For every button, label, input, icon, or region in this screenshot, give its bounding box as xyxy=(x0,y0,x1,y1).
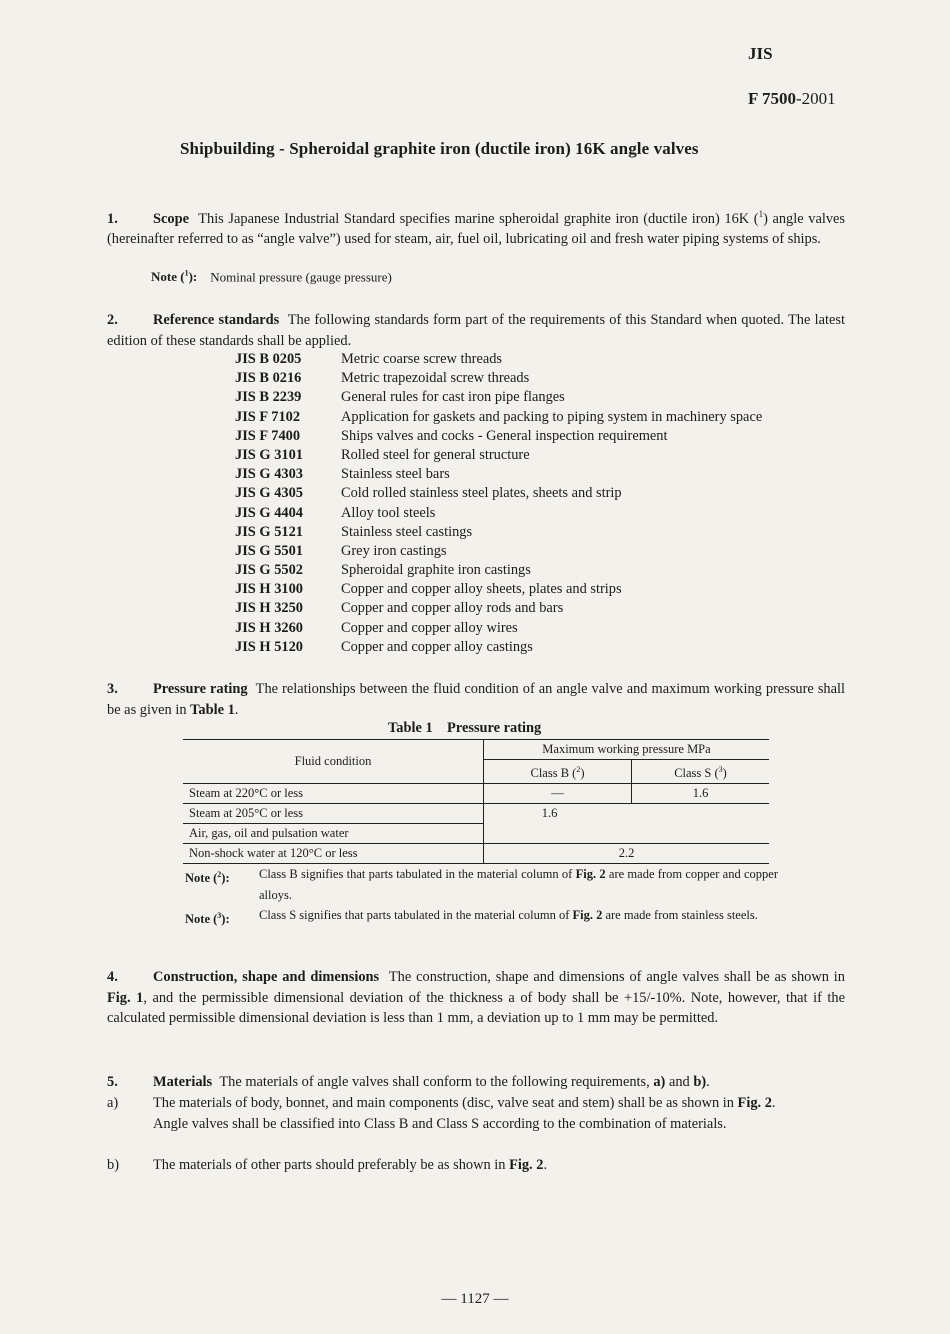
table-number: Table 1 xyxy=(388,720,433,736)
standard-code: JIS F 7400 xyxy=(235,427,301,444)
standard-code: JIS H 3260 xyxy=(235,619,303,636)
standard-code: JIS G 4303 xyxy=(235,466,303,483)
table-cell-class-b: — xyxy=(484,784,632,804)
standard-code: JIS F 7102 xyxy=(235,408,301,425)
standard-row xyxy=(235,542,762,561)
pressure-rating-table xyxy=(183,739,769,864)
standard-title: General rules for cast iron pipe flanges xyxy=(341,389,565,406)
standard-title: Application for gaskets and packing to piping system in machinery space xyxy=(341,408,763,425)
note-label: Note ($^1$): xyxy=(151,269,198,285)
standard-row xyxy=(235,580,762,599)
header-class-s: Class S ($^3$) xyxy=(632,760,770,784)
section-text: The following standards form part of the requirements of this Standard when quoted. The latest edition of these standards shall be applied. xyxy=(107,312,845,349)
section-heading: Pressure rating xyxy=(153,681,248,697)
standard-row xyxy=(235,408,762,427)
standard-title: Rolled steel for general structure xyxy=(341,446,530,463)
standard-title: Metric coarse screw threads xyxy=(341,351,503,367)
standard-title: Copper and copper alloy castings xyxy=(341,638,533,655)
section-text-cont: ) angle valves (hereinafter referred to as “angle valve”) used for steam, air, fuel oil, lubricating oil and fresh water piping systems of ships. xyxy=(107,210,846,248)
section-number: 5. xyxy=(107,1074,118,1090)
standard-title: Cold rolled stainless steel plates, sheets and strip xyxy=(341,485,622,502)
item-label: a) xyxy=(107,1095,119,1111)
standard-row xyxy=(235,350,762,369)
materials-item-b xyxy=(107,1155,845,1176)
table-note-2 xyxy=(185,864,778,906)
header-fluid-condition: Fluid condition xyxy=(183,740,484,784)
note-text: Class B signifies that parts tabulated in the material column of Fig. 2 are made from copper and copper alloys. xyxy=(259,867,778,902)
section-text: The construction, shape and dimensions of angle valves shall be as shown in xyxy=(388,969,845,985)
standard-row xyxy=(235,369,762,388)
standard-title: Stainless steel castings xyxy=(341,523,473,540)
section-heading: Scope xyxy=(153,210,189,227)
section-text: The materials of angle valves shall conform to the following requirements, xyxy=(219,1074,654,1090)
standard-row xyxy=(235,619,762,638)
footnote-ref: 1 xyxy=(758,209,764,219)
section-text: This Japanese Industrial Standard specifies marine spheroidal graphite iron (ductile iron) 16K ( xyxy=(198,210,759,227)
section-number: 1. xyxy=(107,210,118,227)
standard-row xyxy=(235,638,762,657)
section-number: 4. xyxy=(107,969,118,985)
standard-code: JIS G 4404 xyxy=(235,504,303,521)
table-ref: Table 1 xyxy=(190,701,235,718)
table-cell-class-s: 1.6 xyxy=(692,786,709,801)
note-label: Note ($^2$): xyxy=(185,870,230,886)
standards-list xyxy=(235,350,762,657)
standard-row xyxy=(235,523,762,542)
table-row-fluid: Air, gas, oil and pulsation water xyxy=(183,824,484,844)
standard-code: JIS H 5120 xyxy=(235,638,303,655)
section-pressure-rating: 3. Pressure rating The relationships between the fluid condition of an angle valve and maximum working pressure shall be as given in Table 1. xyxy=(107,681,846,718)
standard-row xyxy=(235,465,762,484)
table-title: Pressure rating xyxy=(447,720,542,736)
section-reference-standards xyxy=(107,310,845,351)
table-row-fluid: Non-shock water at 120°C or less xyxy=(183,844,484,864)
standard-code: JIS G 3101 xyxy=(235,446,303,463)
note-label: Note ($^3$): xyxy=(185,911,230,927)
standard-title: Copper and copper alloy sheets, plates and strips xyxy=(341,581,622,598)
section-heading: Materials xyxy=(153,1074,213,1090)
standard-code: JIS B 0205 xyxy=(235,351,302,367)
standard-code: JIS H 3250 xyxy=(235,600,303,617)
header-max-pressure: Maximum working pressure MPa xyxy=(484,740,770,760)
section-materials: 5. Materials The materials of angle valves shall conform to the following requirements, a) and b). xyxy=(107,1072,845,1093)
item-label: b) xyxy=(107,1157,119,1173)
materials-item-a xyxy=(107,1093,845,1134)
section-scope xyxy=(107,204,845,250)
figure-ref: Fig. 1 xyxy=(107,989,144,1006)
table-row-fluid: Steam at 220°C or less xyxy=(183,784,484,804)
doc-number-year: -2001 xyxy=(796,89,836,108)
section-construction: 4. Construction, shape and dimensions The construction, shape and dimensions of angle valves shall be as shown in Fig. 1, and the permissible dimensional deviation of the thickness a of body shall be +15/-10%. Note, however, that if the calculated permissible dimensional deviation is less than 1 mm, a deviation up to 1 mm may be permitted. xyxy=(107,969,845,1026)
item-text: The materials of body, bonnet, and main components (disc, valve seat and stem) shall be as shown in Fig. 2. Angle valves shall be classified into Class B and Class S according to the combination of materials. xyxy=(153,1095,776,1132)
standard-row xyxy=(235,427,762,446)
standard-title: Metric trapezoidal screw threads xyxy=(341,370,530,387)
standard-row xyxy=(235,388,762,407)
standard-code: JIS G 5501 xyxy=(235,542,303,559)
page-title: Shipbuilding - Spheroidal graphite iron (ductile iron) 16K angle valves xyxy=(180,139,699,158)
standard-title: Copper and copper alloy rods and bars xyxy=(341,600,564,617)
standard-title: Ships valves and cocks - General inspection requirement xyxy=(341,427,668,444)
table-cell-merged: 1.6 xyxy=(484,804,770,844)
standard-code: JIS G 4305 xyxy=(235,485,303,502)
standard-title: Spheroidal graphite iron castings xyxy=(341,562,531,579)
page-number: — 1127 — xyxy=(441,1291,509,1307)
standard-title: Copper and copper alloy wires xyxy=(341,619,518,636)
standard-title: Grey iron castings xyxy=(341,542,447,559)
standard-row xyxy=(235,446,762,465)
table-note-3 xyxy=(185,905,778,930)
note-text: Nominal pressure (gauge pressure) xyxy=(210,269,392,285)
section-text: The relationships between the fluid condition of an angle valve and maximum working pressure shall be as given in xyxy=(107,681,846,718)
standard-title: Alloy tool steels xyxy=(341,504,436,521)
doc-number xyxy=(748,89,836,109)
table-row-fluid: Steam at 205°C or less xyxy=(183,804,484,824)
standard-code: JIS G 5502 xyxy=(235,562,303,579)
standard-row xyxy=(235,599,762,618)
table-caption xyxy=(388,720,541,737)
standard-code: JIS B 2239 xyxy=(235,389,302,406)
doc-org-label: JIS xyxy=(748,44,773,63)
section-number: 3. xyxy=(107,681,118,697)
note-1 xyxy=(151,269,392,285)
item-text: The materials of other parts should preferably be as shown in Fig. 2. xyxy=(153,1157,548,1173)
note-text: Class S signifies that parts tabulated in the material column of Fig. 2 are made from stainless steels. xyxy=(259,908,758,922)
section-heading: Construction, shape and dimensions xyxy=(153,969,380,985)
standard-row xyxy=(235,484,762,503)
doc-number-code: F 7500 xyxy=(748,89,797,108)
section-heading: Reference standards xyxy=(153,312,280,328)
standard-code: JIS G 5121 xyxy=(235,523,303,540)
standard-row xyxy=(235,504,762,523)
header-class-b: Class B ($^2$) xyxy=(484,760,632,784)
standard-title: Stainless steel bars xyxy=(341,466,450,483)
table-cell-merged: 2.2 xyxy=(484,844,770,864)
section-number: 2. xyxy=(107,312,118,328)
standard-row xyxy=(235,561,762,580)
standard-code: JIS H 3100 xyxy=(235,581,303,598)
standard-code: JIS B 0216 xyxy=(235,370,302,387)
